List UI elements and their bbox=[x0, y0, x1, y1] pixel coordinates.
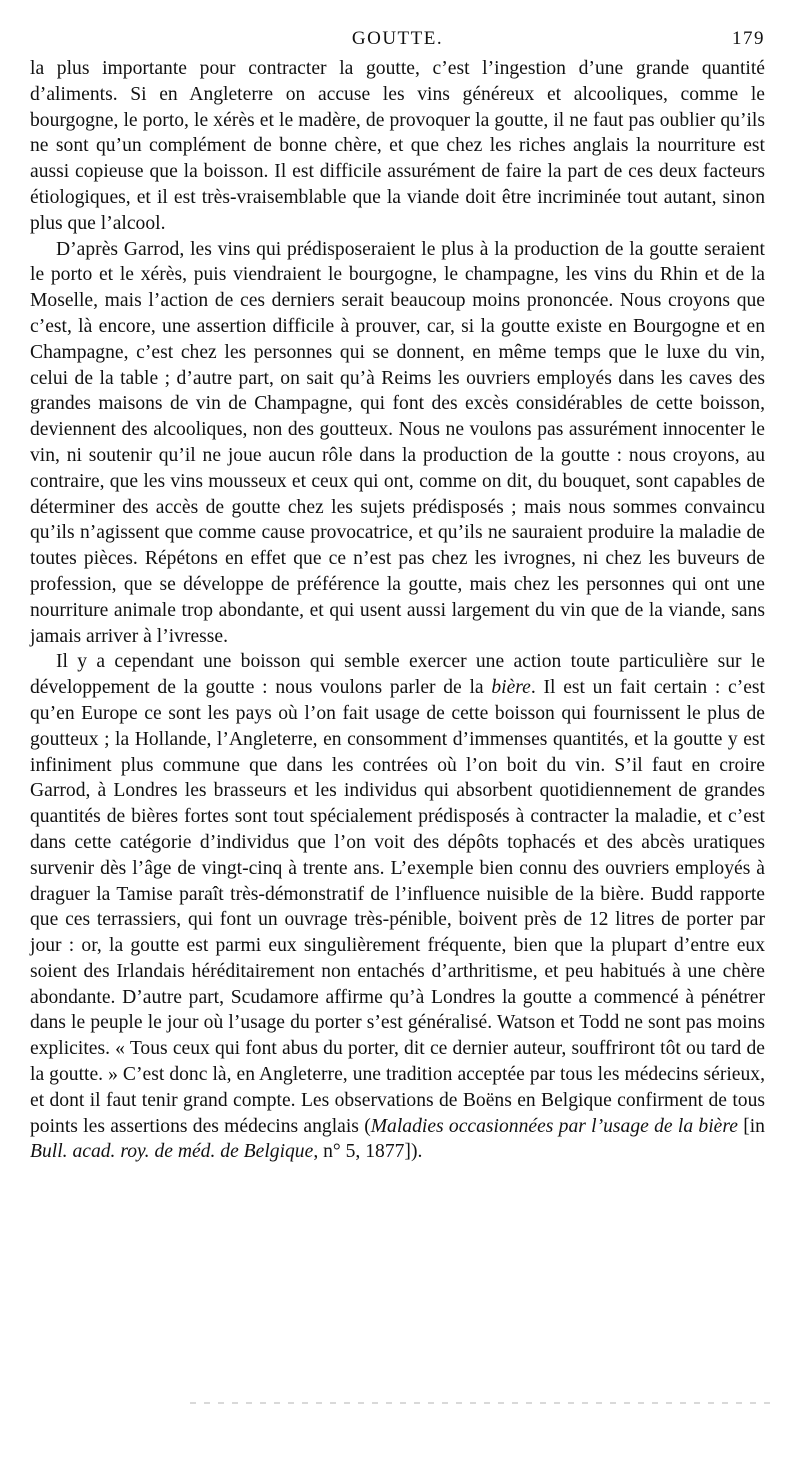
paragraph-3 bbox=[30, 649, 765, 1165]
italic-text: Maladies occasionnées par l’usage de la bière bbox=[370, 1115, 738, 1137]
text-run: la plus importante pour contracter la goutte, c’est l’ingestion d’une grande quantité d’aliments. Si en Angleterre on accuse les vins généreux et alcooliques, comme le bourgogne, le porto, le xérès et le madère, de provoquer la goutte, il ne faut pas oublier qu’ils ne sont qu’un complément de bonne chère, et que chez les riches anglais la nourriture est aussi copieuse que la boisson. Il est difficile assurément de faire la part de ces deux facteurs étiologiques, et il est très-vraisemblable que la viande doit être incriminée tout autant, sinon plus que l’alcool. bbox=[30, 58, 765, 234]
text-run: [in bbox=[737, 1115, 765, 1137]
text-run: D’après Garrod, les vins qui prédisposeraient le plus à la production de la goutte seraient le porto et le xérès, puis viendraient le bourgogne, le champagne, les vins du Rhin et de la Moselle, mais l’action de ces derniers serait beaucoup moins prononcée. Nous croyons que c’est, là encore, une assertion difficile à prouver, car, si la goutte existe en Bourgogne et en Champagne, c’est chez les personnes qui se donnent, en même temps que le luxe du vin, celui de la table ; d’autre part, on sait qu’à Reims les ouvriers employés dans les caves des grandes maisons de vin de Champagne, qui font des excès considérables de cette boisson, deviennent des alcooliques, non des goutteux. Nous ne voulons pas assurément innocenter le vin, ni soutenir qu’il ne joue aucun rôle dans la production de la goutte : nous croyons, au contraire, que les vins mousseux et ceux qui ont, comme on dit, du bouquet, sont capables de déterminer des accès de goutte chez les sujets prédisposés ; mais nous sommes convaincu qu’ils n’agissent que comme cause provocatrice, et qu’ils ne sauraient produire la maladie de toutes pièces. Répétons en effet que ce n’est pas chez les ivrognes, ni chez les buveurs de profession, que se développe de préférence la goutte, mais chez les personnes qui ont une nourriture animale trop abondante, et qui usent aussi largement du vin que de la viande, sans jamais arriver à l’ivresse. bbox=[30, 238, 765, 647]
paragraph-1 bbox=[30, 56, 765, 237]
scan-artifact bbox=[190, 1402, 770, 1404]
running-head bbox=[30, 26, 765, 56]
italic-text: Bull. acad. roy. de méd. de Belgique bbox=[30, 1141, 314, 1163]
text-run: . Il est un fait certain : c’est qu’en Europe ce sont les pays où l’on fait usage de cette boisson qui fournissent le plus de goutteux ; la Hollande, l’Angleterre, en consomment d’immenses quantités, et la goutte y est infiniment plus commune que dans les contrées où l’on boit du vin. S’il faut en croire Garrod, à Londres les brasseurs et les individus qui absorbent quotidiennement de grandes quantités de bières fortes sont tout spécialement prédisposés à contracter la maladie, et c’est dans cette catégorie d’individus que l’on voit des dépôts tophacés et des abcès uratiques survenir dès l’âge de vingt-cinq à trente ans. L’exemple bien connu des ouvriers employés à draguer la Tamise paraît très-démonstratif de l’influence nuisible de la bière. Budd rapporte que ces terrassiers, qui font un ouvrage très-pénible, boivent près de 12 litres de porter par jour : or, la goutte est parmi eux singulièrement fréquente, bien que la plupart d’entre eux soient des Irlandais héréditairement non entachés d’arthritisme, et peu habitués à une chère abondante. D’autre part, Scudamore affirme qu’à Londres la goutte a commencé à pénétrer dans le peuple le jour où l’usage du porter s’est généralisé. Watson et Todd ne sont pas moins explicites. « Tous ceux qui font abus du porter, dit ce dernier auteur, souffriront tôt ou tard de la goutte. » C’est donc là, en Angleterre, une tradition acceptée par tous les médecins sérieux, et dont il faut tenir grand compte. Les observations de Boëns en Belgique confirment de tous points les assertions des médecins anglais ( bbox=[30, 677, 765, 1137]
page-number: 179 bbox=[732, 28, 765, 49]
text-run: , n° 5, 1877]). bbox=[313, 1141, 423, 1163]
body-text bbox=[30, 56, 765, 1165]
text-run: Il y a cependant une boisson qui semble exercer une action toute particulière sur le développement de la goutte : nous voulons parler de la bbox=[30, 651, 765, 699]
italic-text: bière bbox=[491, 677, 531, 699]
running-title: GOUTTE. bbox=[351, 28, 444, 49]
book-page bbox=[30, 26, 765, 1446]
paragraph-2 bbox=[30, 237, 765, 650]
